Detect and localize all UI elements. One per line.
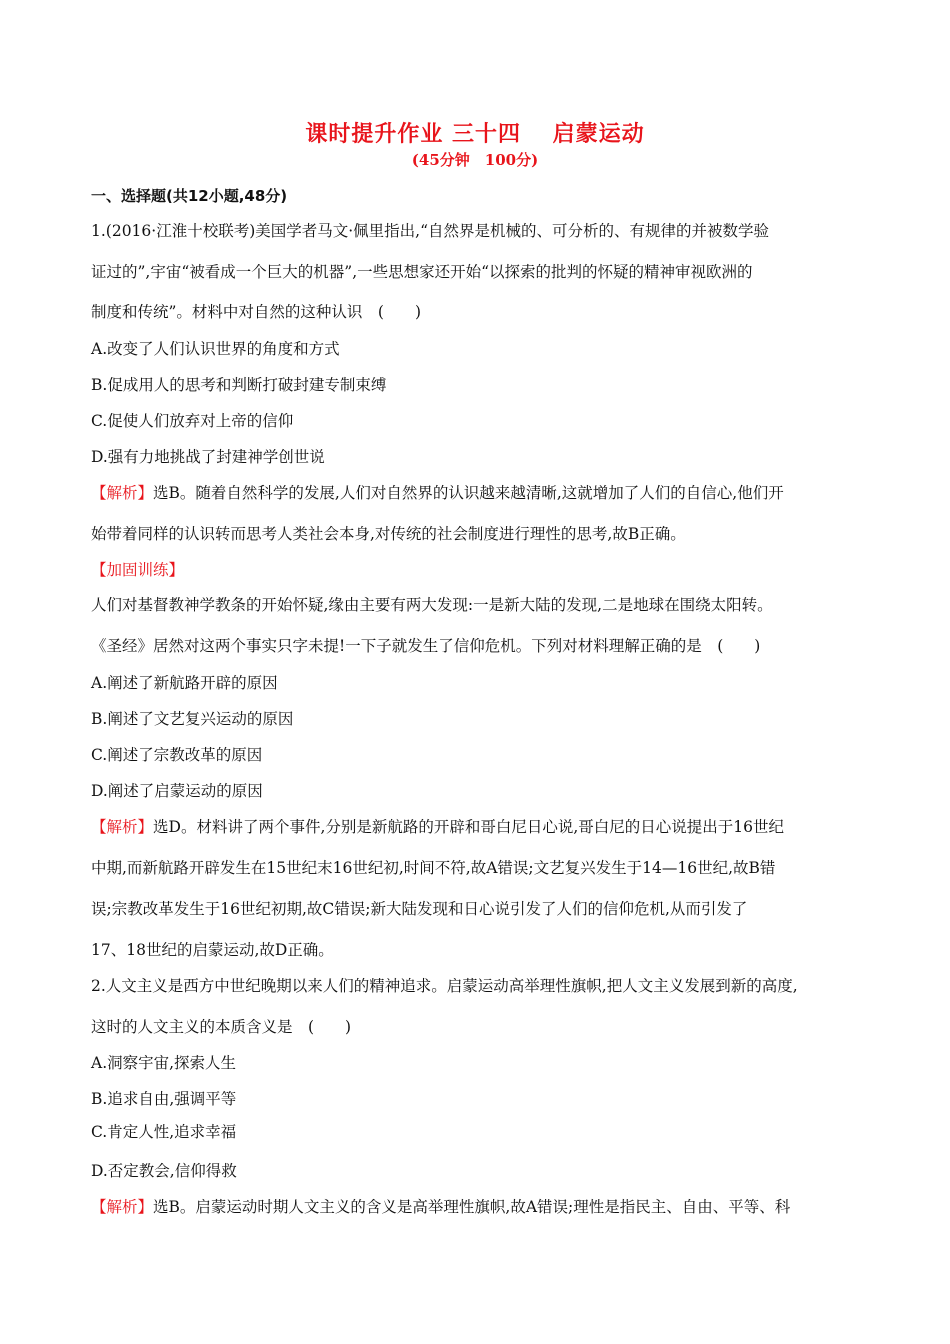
q2-option-c: C.肯定人性,追求幸福: [91, 1123, 237, 1141]
q1-option-a: A.改变了人们认识世界的角度和方式: [91, 340, 340, 358]
extra-analysis-line: 中期,而新航路开辟发生在15世纪末16世纪初,时间不符,故A错误;文艺复兴发生于14—16世纪,故B错: [91, 859, 776, 877]
extra-option-b: B.阐述了文艺复兴运动的原因: [91, 710, 294, 728]
extra-stem-line: 《圣经》居然对这两个事实只字未提!一下子就发生了信仰危机。下列对材料理解正确的是 ( ): [91, 637, 761, 655]
analysis-text: 选B。随着自然科学的发展,人们对自然界的认识越来越清晰,这就增加了人们的自信心,他们开: [153, 484, 784, 502]
extra-option-c: C.阐述了宗教改革的原因: [91, 746, 263, 764]
analysis-text: 选D。材料讲了两个事件,分别是新航路的开辟和哥白尼日心说,哥白尼的日心说提出于16世纪: [153, 818, 785, 836]
extra-option-a: A.阐述了新航路开辟的原因: [91, 674, 278, 692]
q1-stem-line: 制度和传统”。材料中对自然的这种认识 ( ): [91, 303, 422, 321]
extra-training-tag: 【加固训练】: [91, 561, 185, 579]
analysis-text: 选B。启蒙运动时期人文主义的含义是高举理性旗帜,故A错误;理性是指民主、自由、平等、科: [153, 1198, 791, 1216]
extra-stem-line: 人们对基督教神学教条的开始怀疑,缘由主要有两大发现:一是新大陆的发现,二是地球在围绕太阳转。: [91, 596, 773, 614]
q1-option-c: C.促使人们放弃对上帝的信仰: [91, 412, 294, 430]
q2-analysis-line: [91, 1197, 790, 1217]
q1-stem-line: 1.(2016·江淮十校联考)美国学者马文·佩里指出,“自然界是机械的、可分析的、有规律的并被数学验: [91, 222, 770, 240]
section-heading: 一、选择题(共12小题,48分): [91, 187, 288, 205]
page-title: 课时提升作业 三十四 启蒙运动: [305, 122, 645, 147]
q1-analysis-line: [91, 483, 784, 503]
q1-analysis-line: 始带着同样的认识转而思考人类社会本身,对传统的社会制度进行理性的思考,故B正确。: [91, 525, 686, 543]
extra-option-d: D.阐述了启蒙运动的原因: [91, 782, 263, 800]
q1-option-d: D.强有力地挑战了封建神学创世说: [91, 448, 325, 466]
analysis-tag: 【解析】: [91, 1198, 154, 1216]
page-subtitle: (45分钟 100分): [411, 151, 539, 169]
q2-option-a: A.洞察宇宙,探索人生: [91, 1054, 237, 1072]
q2-stem-line: 2.人文主义是西方中世纪晚期以来人们的精神追求。启蒙运动高举理性旗帜,把人文主义发展到新的高度,: [91, 977, 798, 995]
extra-analysis-line: [91, 817, 784, 837]
extra-analysis-line: 误;宗教改革发生于16世纪初期,故C错误;新大陆发现和日心说引发了人们的信仰危机,从而引发了: [91, 900, 748, 918]
analysis-tag: 【解析】: [91, 484, 154, 502]
analysis-tag: 【解析】: [91, 818, 154, 836]
q1-option-b: B.促成用人的思考和判断打破封建专制束缚: [91, 376, 387, 394]
q1-stem-line: 证过的”,宇宙“被看成一个巨大的机器”,一些思想家还开始“以探索的批判的怀疑的精神审视欧洲的: [91, 263, 753, 281]
extra-analysis-line: 17、18世纪的启蒙运动,故D正确。: [91, 941, 334, 959]
q2-option-d: D.否定教会,信仰得救: [91, 1162, 237, 1180]
q2-stem-line: 这时的人文主义的本质含义是 ( ): [91, 1018, 352, 1036]
q2-option-b: B.追求自由,强调平等: [91, 1090, 237, 1108]
